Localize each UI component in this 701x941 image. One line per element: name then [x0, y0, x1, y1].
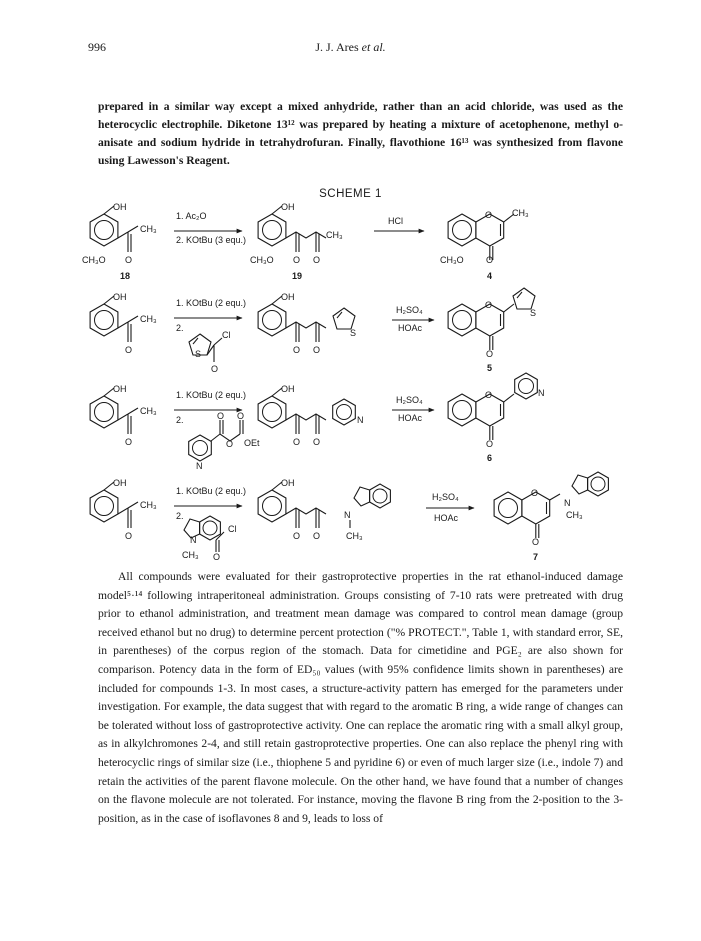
label-ch3: CH₃ — [140, 224, 157, 234]
reagent-hoac: HOAc — [398, 323, 423, 333]
label-oh: OH — [281, 478, 295, 488]
label-o: O — [293, 437, 301, 447]
label-ch3: CH₃ — [512, 208, 529, 218]
label-o: O — [293, 531, 301, 541]
label-cl: Cl — [222, 330, 231, 340]
body-paragraph — [98, 568, 623, 828]
label-o: O — [293, 255, 301, 265]
label-ch3o: CH₃O — [440, 255, 464, 265]
label-o: O — [486, 255, 494, 265]
reagent-h2so4: H₂SO₄ — [396, 395, 423, 405]
page-number: 996 — [88, 40, 106, 54]
label-o: O — [485, 210, 493, 220]
step-2: 2. — [176, 415, 184, 425]
label-ch3: CH₃ — [182, 550, 199, 560]
scheme-row-3 — [90, 373, 544, 471]
reagent-h2so4: H₂SO₄ — [432, 492, 459, 502]
label-n: N — [196, 461, 203, 471]
label-n: N — [357, 415, 364, 425]
step-kotbu-2: 1. KOtBu (2 equ.) — [176, 486, 247, 496]
compound-18-label: 18 — [120, 271, 131, 281]
label-o: O — [217, 411, 225, 421]
step-kotbu-2: 1. KOtBu (2 equ.) — [176, 390, 247, 400]
label-o: O — [531, 488, 539, 498]
label-o: O — [485, 390, 493, 400]
label-s: S — [530, 308, 537, 318]
label-o: O — [125, 345, 133, 355]
label-o: O — [237, 411, 245, 421]
compound-19-label: 19 — [292, 271, 303, 281]
label-oh: OH — [281, 202, 295, 212]
label-s: S — [350, 328, 357, 338]
label-o: O — [486, 439, 494, 449]
running-head-authors: J. J. Ares — [315, 40, 359, 54]
label-o: O — [313, 345, 321, 355]
step-kotbu-2: 1. KOtBu (2 equ.) — [176, 298, 247, 308]
label-ch3: CH₃ — [326, 230, 343, 240]
scheme-row-4 — [90, 472, 608, 562]
intro-paragraph: prepared in a similar way except a mixed anhydride, rather than an acid chloride, was used as the heterocyclic electrophile. Diketone 13¹² was prepared by heating a mixture of acetophenone, methyl o-anisate and sodium hydride in tetrahydrofuran. Finally, flavothione 16¹³ was synthesized from flavone using Lawesson's Reagent. — [98, 100, 623, 167]
step-2: 2. — [176, 511, 184, 521]
label-n: N — [564, 498, 571, 508]
label-s: S — [195, 349, 202, 359]
label-oh: OH — [113, 478, 127, 488]
label-oh: OH — [113, 292, 127, 302]
step-ac2o: 1. Ac₂O — [176, 211, 207, 221]
reagent-h2so4: H₂SO₄ — [396, 305, 423, 315]
label-cl: Cl — [228, 524, 237, 534]
label-o: O — [211, 364, 219, 374]
label-ch3: CH₃ — [140, 314, 157, 324]
label-o: O — [313, 437, 321, 447]
scheme-title: SCHEME 1 — [319, 188, 382, 200]
compound-7-label: 7 — [533, 552, 539, 562]
reagent-hoac: HOAc — [434, 513, 459, 523]
label-ch3o: CH₃O — [250, 255, 274, 265]
label-o: O — [125, 531, 133, 541]
label-oet: OEt — [244, 438, 260, 448]
label-oh: OH — [113, 384, 127, 394]
step-kotbu-3: 2. KOtBu (3 equ.) — [176, 235, 247, 245]
label-o: O — [293, 345, 301, 355]
reagent-hcl: HCl — [388, 216, 403, 226]
label-ch3: CH₃ — [140, 406, 157, 416]
running-head-et-al: et al. — [361, 40, 386, 54]
label-ch3: CH₃ — [346, 531, 363, 541]
label-ch3o: CH₃O — [82, 255, 106, 265]
label-o: O — [213, 552, 221, 562]
label-n: N — [344, 510, 351, 520]
body-paragraph-text: All compounds were evaluated for their gastroprotective properties in the rat ethanol-induced damage model⁵·¹⁴ following intraperitoneal administration. Groups consisting of 7-10 rats were pretreated with drug prior to ethanol administration, and treatment mean damage was compared to control mean damage (group received ethanol but no drug) to determine percent protection ("% PROTECT.", Table 1, with standard error, SE, in parentheses) of the corpus region of the stomach. Data for cimetidine and PGE₂ are also shown for comparison. Potency data in the form of ED₅₀ values (with 95% confidence limits shown in parentheses) are included for compounds 1-3. In most cases, a structure-activity pattern has emerged for the parameters under investigation. For example, the data suggest that with regard to the aromatic B ring, a wide range of changes can be tolerated without loss of gastroprotective activity. One can replace the aromatic ring with a small alkyl group, as in alkylchromones 2-4, and still retain gastroprotective properties. One can also replace the phenyl ring with heterocyclic rings of similar size (i.e., thiophene 5 and pyridine 6) or even of much larger size (i.e., indole 7) and retain the activities of the parent flavone molecule. On the other hand, we have found that a number of changes on the flavone molecule are not tolerated. For instance, moving the flavone B ring from the 2-position to the 3-position, as in the case of isoflavones 8 and 9, leads to loss of — [98, 570, 623, 825]
label-o: O — [486, 349, 494, 359]
compound-4-label: 4 — [487, 271, 493, 281]
label-o: O — [313, 531, 321, 541]
label-o: O — [532, 537, 540, 547]
label-oh: OH — [281, 292, 295, 302]
reagent-hoac: HOAc — [398, 413, 423, 423]
label-o: O — [125, 437, 133, 447]
compound-6-label: 6 — [487, 453, 493, 463]
label-oh: OH — [281, 384, 295, 394]
label-o: O — [313, 255, 321, 265]
label-n: N — [190, 535, 197, 545]
step-2: 2. — [176, 323, 184, 333]
label-ch3: CH₃ — [140, 500, 157, 510]
label-o: O — [125, 255, 133, 265]
scheme-row-1 — [82, 202, 529, 281]
label-ch3: CH₃ — [566, 510, 583, 520]
label-o: O — [485, 300, 493, 310]
scheme-row-2 — [90, 288, 536, 374]
compound-5-label: 5 — [487, 363, 493, 373]
label-oh: OH — [113, 202, 127, 212]
label-o: O — [226, 439, 234, 449]
label-n: N — [538, 388, 545, 398]
